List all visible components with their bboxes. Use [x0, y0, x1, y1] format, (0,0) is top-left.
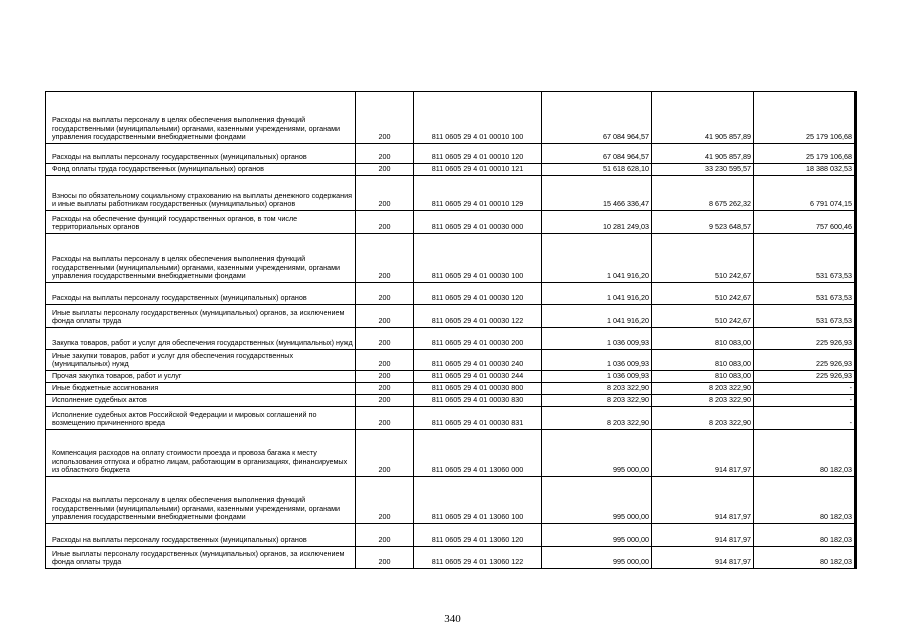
row-code-cell: 200: [356, 283, 414, 305]
row-executed-cell: 914 817,97: [652, 430, 754, 477]
row-name-cell: Иные выплаты персоналу государственных (муниципальных) органов, за исключением фонда оплаты труда: [46, 305, 356, 328]
row-classification-cell: 811 0605 29 4 01 00030 244: [414, 371, 542, 383]
row-executed-cell: 41 905 857,89: [652, 144, 754, 164]
row-name-cell: Исполнение судебных актов: [46, 395, 356, 407]
row-code-cell: 200: [356, 407, 414, 430]
row-name-cell: Закупка товаров, работ и услуг для обеспечения государственных (муниципальных) нужд: [46, 328, 356, 350]
row-approved-cell: 8 203 322,90: [542, 407, 652, 430]
row-unexecuted-cell: 225 926,93: [754, 371, 856, 383]
row-code-cell: 200: [356, 350, 414, 371]
row-name-cell: Взносы по обязательному социальному страхованию на выплаты денежного содержания и иные выплаты работникам государственных (муниципальных) органов: [46, 176, 356, 211]
row-classification-cell: 811 0605 29 4 01 00030 122: [414, 305, 542, 328]
row-code-cell: 200: [356, 371, 414, 383]
row-name-cell: Исполнение судебных актов Российской Федерации и мировых соглашений по возмещению причиненного вреда: [46, 407, 356, 430]
row-executed-cell: 914 817,97: [652, 477, 754, 524]
row-unexecuted-cell: 531 673,53: [754, 283, 856, 305]
table-row: [46, 176, 856, 211]
row-approved-cell: 1 041 916,20: [542, 305, 652, 328]
row-approved-cell: 1 041 916,20: [542, 283, 652, 305]
table-row: [46, 350, 856, 371]
row-unexecuted-cell: 25 179 106,68: [754, 144, 856, 164]
row-unexecuted-cell: 80 182,03: [754, 524, 856, 547]
row-code-cell: 200: [356, 176, 414, 211]
row-classification-cell: 811 0605 29 4 01 00030 000: [414, 211, 542, 234]
table-row: [46, 477, 856, 524]
table-row: [46, 164, 856, 176]
row-executed-cell: 810 083,00: [652, 350, 754, 371]
table-row: [46, 92, 856, 144]
row-unexecuted-cell: -: [754, 395, 856, 407]
table-row: [46, 211, 856, 234]
row-executed-cell: 41 905 857,89: [652, 92, 754, 144]
row-code-cell: 200: [356, 234, 414, 283]
row-name-cell: Иные бюджетные ассигнования: [46, 383, 356, 395]
row-classification-cell: 811 0605 29 4 01 00030 120: [414, 283, 542, 305]
row-executed-cell: 8 203 322,90: [652, 407, 754, 430]
row-approved-cell: 1 036 009,93: [542, 350, 652, 371]
row-code-cell: 200: [356, 164, 414, 176]
row-classification-cell: 811 0605 29 4 01 00030 100: [414, 234, 542, 283]
table-row: [46, 234, 856, 283]
row-name-cell: Расходы на выплаты персоналу в целях обеспечения выполнения функций государственными (муниципальными) органами, казенными учреждениями, органами управления государственными внебюджетными фондами: [46, 477, 356, 524]
row-unexecuted-cell: 6 791 074,15: [754, 176, 856, 211]
row-name-cell: Иные выплаты персоналу государственных (муниципальных) органов, за исключением фонда оплаты труда: [46, 547, 356, 569]
row-unexecuted-cell: 757 600,46: [754, 211, 856, 234]
row-executed-cell: 914 817,97: [652, 547, 754, 569]
row-code-cell: 200: [356, 524, 414, 547]
row-classification-cell: 811 0605 29 4 01 13060 122: [414, 547, 542, 569]
row-executed-cell: 914 817,97: [652, 524, 754, 547]
row-approved-cell: 8 203 322,90: [542, 395, 652, 407]
row-code-cell: 200: [356, 144, 414, 164]
row-approved-cell: 1 041 916,20: [542, 234, 652, 283]
row-unexecuted-cell: 18 388 032,53: [754, 164, 856, 176]
row-code-cell: 200: [356, 430, 414, 477]
row-executed-cell: 810 083,00: [652, 371, 754, 383]
row-approved-cell: 1 036 009,93: [542, 371, 652, 383]
row-executed-cell: 510 242,67: [652, 283, 754, 305]
table-row: [46, 407, 856, 430]
row-unexecuted-cell: 25 179 106,68: [754, 92, 856, 144]
row-executed-cell: 510 242,67: [652, 305, 754, 328]
budget-execution-table: [45, 91, 857, 569]
row-approved-cell: 67 084 964,57: [542, 144, 652, 164]
row-classification-cell: 811 0605 29 4 01 13060 120: [414, 524, 542, 547]
row-code-cell: 200: [356, 547, 414, 569]
row-name-cell: Расходы на выплаты персоналу в целях обеспечения выполнения функций государственными (муниципальными) органами, казенными учреждениями, органами управления государственными внебюджетными фондами: [46, 92, 356, 144]
table-row: [46, 328, 856, 350]
row-unexecuted-cell: 531 673,53: [754, 234, 856, 283]
row-code-cell: 200: [356, 305, 414, 328]
table-row: [46, 395, 856, 407]
row-code-cell: 200: [356, 92, 414, 144]
row-approved-cell: 995 000,00: [542, 524, 652, 547]
row-name-cell: Фонд оплаты труда государственных (муниципальных) органов: [46, 164, 356, 176]
row-code-cell: 200: [356, 328, 414, 350]
row-name-cell: Расходы на выплаты персоналу государственных (муниципальных) органов: [46, 283, 356, 305]
table-body: [46, 92, 856, 569]
row-executed-cell: 810 083,00: [652, 328, 754, 350]
row-unexecuted-cell: 225 926,93: [754, 328, 856, 350]
row-unexecuted-cell: -: [754, 407, 856, 430]
row-approved-cell: 10 281 249,03: [542, 211, 652, 234]
row-executed-cell: 9 523 648,57: [652, 211, 754, 234]
row-approved-cell: 8 203 322,90: [542, 383, 652, 395]
row-approved-cell: 1 036 009,93: [542, 328, 652, 350]
row-approved-cell: 51 618 628,10: [542, 164, 652, 176]
row-unexecuted-cell: 225 926,93: [754, 350, 856, 371]
row-executed-cell: 33 230 595,57: [652, 164, 754, 176]
row-name-cell: Иные закупки товаров, работ и услуг для обеспечения государственных (муниципальных) нужд: [46, 350, 356, 371]
row-code-cell: 200: [356, 477, 414, 524]
row-name-cell: Расходы на выплаты персоналу государственных (муниципальных) органов: [46, 144, 356, 164]
row-classification-cell: 811 0605 29 4 01 13060 000: [414, 430, 542, 477]
row-code-cell: 200: [356, 383, 414, 395]
row-classification-cell: 811 0605 29 4 01 00030 830: [414, 395, 542, 407]
row-name-cell: Прочая закупка товаров, работ и услуг: [46, 371, 356, 383]
row-unexecuted-cell: 80 182,03: [754, 430, 856, 477]
table-row: [46, 371, 856, 383]
row-approved-cell: 995 000,00: [542, 477, 652, 524]
table-row: [46, 144, 856, 164]
row-unexecuted-cell: 80 182,03: [754, 477, 856, 524]
row-classification-cell: 811 0605 29 4 01 00030 831: [414, 407, 542, 430]
table-row: [46, 547, 856, 569]
row-unexecuted-cell: 531 673,53: [754, 305, 856, 328]
row-executed-cell: 8 203 322,90: [652, 395, 754, 407]
row-classification-cell: 811 0605 29 4 01 00010 100: [414, 92, 542, 144]
row-classification-cell: 811 0605 29 4 01 00010 129: [414, 176, 542, 211]
row-code-cell: 200: [356, 211, 414, 234]
table-row: [46, 430, 856, 477]
row-approved-cell: 67 084 964,57: [542, 92, 652, 144]
row-name-cell: Расходы на выплаты персоналу в целях обеспечения выполнения функций государственными (муниципальными) органами, казенными учреждениями, органами управления государственными внебюджетными фондами: [46, 234, 356, 283]
table-row: [46, 283, 856, 305]
row-unexecuted-cell: 80 182,03: [754, 547, 856, 569]
row-classification-cell: 811 0605 29 4 01 00030 800: [414, 383, 542, 395]
row-name-cell: Расходы на обеспечение функций государственных органов, в том числе территориальных органов: [46, 211, 356, 234]
table-row: [46, 524, 856, 547]
row-classification-cell: 811 0605 29 4 01 00010 120: [414, 144, 542, 164]
row-approved-cell: 15 466 336,47: [542, 176, 652, 211]
page-number: 340: [444, 613, 461, 625]
row-name-cell: Компенсация расходов на оплату стоимости проезда и провоза багажа к месту использования отпуска и обратно лицам, работающим в организациях, финансируемых из областного бюджета: [46, 430, 356, 477]
row-code-cell: 200: [356, 395, 414, 407]
row-classification-cell: 811 0605 29 4 01 13060 100: [414, 477, 542, 524]
row-unexecuted-cell: -: [754, 383, 856, 395]
row-classification-cell: 811 0605 29 4 01 00030 240: [414, 350, 542, 371]
row-approved-cell: 995 000,00: [542, 430, 652, 477]
row-executed-cell: 510 242,67: [652, 234, 754, 283]
row-classification-cell: 811 0605 29 4 01 00010 121: [414, 164, 542, 176]
table-row: [46, 305, 856, 328]
row-approved-cell: 995 000,00: [542, 547, 652, 569]
row-executed-cell: 8 203 322,90: [652, 383, 754, 395]
table-row: [46, 383, 856, 395]
row-name-cell: Расходы на выплаты персоналу государственных (муниципальных) органов: [46, 524, 356, 547]
row-executed-cell: 8 675 262,32: [652, 176, 754, 211]
row-classification-cell: 811 0605 29 4 01 00030 200: [414, 328, 542, 350]
